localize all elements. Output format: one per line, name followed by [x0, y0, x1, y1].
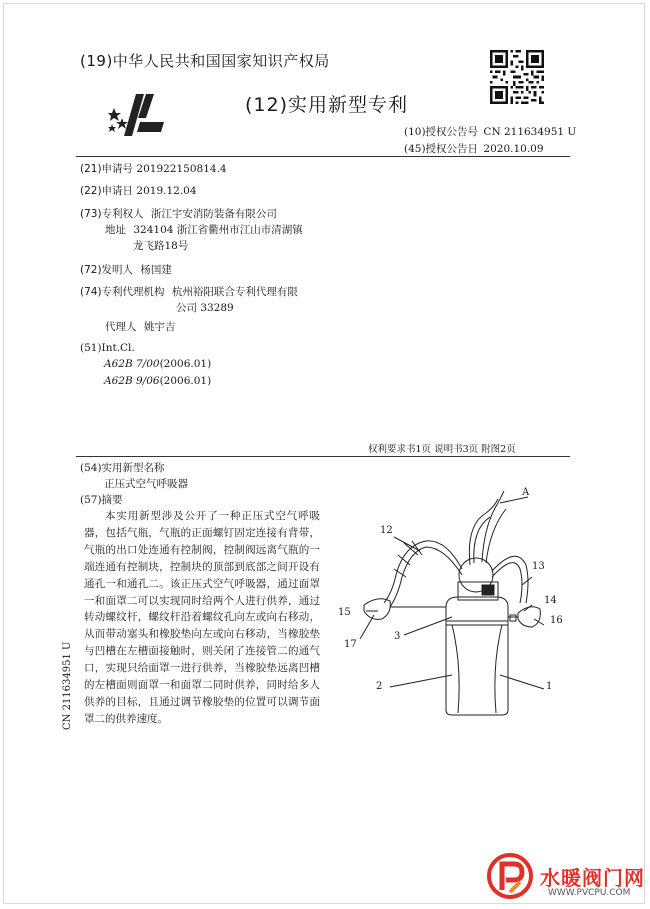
int-cl-version: (2006.01)	[159, 375, 212, 387]
application-number-label: (21)申请号	[80, 163, 134, 175]
figure-label-2: 2	[376, 681, 383, 692]
abstract-drawing	[334, 485, 574, 730]
patentee	[80, 206, 277, 221]
int-cl-entry	[104, 375, 211, 387]
figure-label-3: 3	[394, 631, 401, 642]
address-line2: 龙飞路18号	[133, 240, 189, 252]
agent-value: 姚宇吉	[143, 321, 176, 333]
int-cl-label: (51)Int.Cl.	[80, 342, 135, 354]
figure-label-12: 12	[380, 525, 393, 536]
publication-number-label: (10)授权公告号	[404, 126, 479, 138]
agent	[105, 319, 175, 334]
application-date-value: 2019.12.04	[136, 185, 197, 197]
patent-agency-line2: 公司 33289	[176, 302, 234, 314]
abstract-label: (57)摘要	[80, 494, 123, 506]
figure-label-17: 17	[344, 639, 357, 650]
watermark-url: WWW.PVCPU.COM	[548, 888, 631, 898]
document-type-heading: (12)实用新型专利	[245, 94, 409, 116]
address-label: 地址	[105, 224, 126, 236]
figure-label-15: 15	[338, 607, 351, 618]
address-line1: 324104 浙江省衢州市江山市清湖镇	[133, 224, 303, 236]
watermark-text: 水暖阀门网	[540, 866, 645, 890]
figure-label-13: 13	[532, 561, 545, 572]
publication-date-label: (45)授权公告日	[404, 143, 479, 155]
inventor	[80, 262, 172, 277]
patent-agency-label: (74)专利代理机构	[80, 286, 165, 298]
page-counts: 权利要求书1页 说明书3页 附图2页	[368, 444, 516, 455]
section-divider	[76, 456, 570, 457]
address	[105, 222, 303, 237]
agent-label: 代理人	[105, 321, 137, 333]
int-cl-code: A62B 7/00	[104, 358, 160, 370]
publication-number	[404, 124, 576, 139]
inventor-value: 杨国建	[140, 264, 172, 276]
application-number-value: 201922150814.4	[136, 163, 227, 175]
watermark-logo	[486, 852, 534, 900]
patent-agency	[80, 284, 298, 299]
utility-model-title-label: (54)实用新型名称	[80, 462, 165, 474]
qr-code	[490, 50, 544, 104]
cnipa-logo	[108, 88, 168, 142]
figure-label-16: 16	[550, 615, 563, 626]
utility-model-title: 正压式空气呼吸器	[104, 478, 188, 490]
application-date	[80, 183, 197, 198]
int-cl-version: (2006.01)	[159, 358, 212, 370]
patent-office-heading: (19)中华人民共和国国家知识产权局	[80, 52, 330, 70]
publication-date	[404, 141, 544, 156]
patentee-label: (73)专利权人	[80, 208, 144, 220]
publication-date-value: 2020.10.09	[483, 143, 544, 155]
patentee-value: 浙江宇安消防装备有限公司	[150, 208, 277, 220]
patent-agency-line1: 杭州裕阳联合专利代理有限	[171, 286, 298, 298]
publication-number-value: CN 211634951 U	[483, 126, 577, 138]
side-publication-number: CN 211634951 U	[62, 641, 73, 730]
int-cl-code: A62B 9/06	[104, 375, 160, 387]
header-divider	[76, 156, 570, 157]
figure-label-14: 14	[544, 595, 557, 606]
int-cl-entry	[104, 358, 211, 370]
abstract-text: 本实用新型涉及公开了一种正压式空气呼吸器，包括气瓶，气瓶的正面螺钉固定连接有背带，气瓶的出口处连通有控制阀，控制阀远离气瓶的一端连通有控制块，控制块的顶部到底部之间开设有通孔一和通孔二。该正压式空气呼吸器，通过面罩一和面罩二可以实现同时给两个人进行供养，通过转动螺纹杆，螺纹杆沿着螺纹孔向左或向右移动，从而带动塞头和橡胶垫向左或向右移动，当橡胶垫与凹槽在左槽面接触时，则关闭了连接管二的通气口，实现只给面罩一进行供养，当橡胶垫远离凹槽的左槽面则面罩一和面罩二同时供养，同时给多人供养的目标，且通过调节橡胶垫的位置可以调节面罩二的供养速度。	[84, 510, 320, 725]
figure-label-1: 1	[546, 681, 553, 692]
application-number	[80, 161, 227, 176]
application-date-label: (22)申请日	[80, 185, 134, 197]
figure-label-a: A	[522, 487, 530, 498]
inventor-label: (72)发明人	[80, 264, 134, 276]
